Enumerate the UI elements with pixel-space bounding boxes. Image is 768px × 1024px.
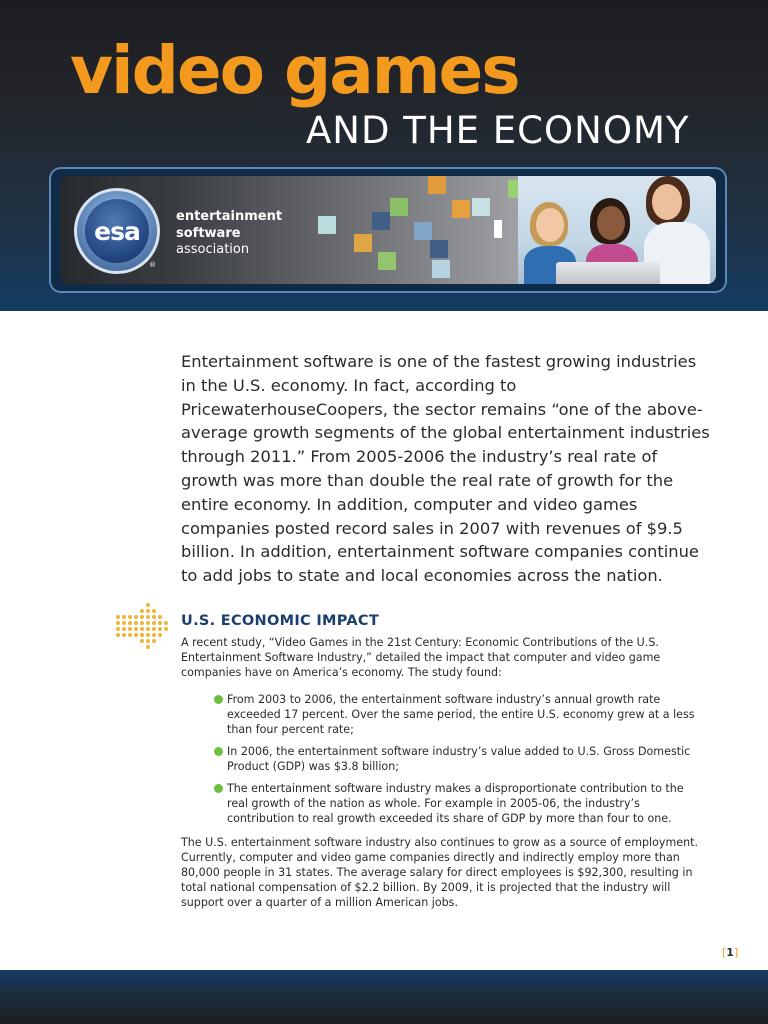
registered-mark: ® xyxy=(149,261,156,269)
organization-name xyxy=(176,209,282,259)
esa-logo-text: esa xyxy=(85,199,149,263)
page-title: video games xyxy=(70,32,519,109)
mosaic-tile xyxy=(354,234,372,252)
mosaic-tile xyxy=(494,220,502,238)
page-bracket-open: [ xyxy=(722,946,727,959)
page-number xyxy=(722,946,738,959)
bullet-dot-icon xyxy=(214,695,223,704)
page-bracket-close: ] xyxy=(733,946,739,959)
laptop xyxy=(556,262,660,284)
mosaic-tile xyxy=(452,200,470,218)
people-photo xyxy=(518,176,716,284)
mosaic-tile xyxy=(318,216,336,234)
mosaic-tile xyxy=(430,240,448,258)
mosaic-tile xyxy=(414,222,432,240)
esa-logo xyxy=(74,188,160,274)
list-item xyxy=(214,781,704,826)
closing-paragraph: The U.S. entertainment software industry also continues to grow as a source of employment. Currently, computer and video game companies directly and indirectly employ more than 80,000 people in 31 states. The average salary for direct employees is $92,300, resulting in total national compensation of $2.2 billion. By 2009, it is projected that the industry will support over a quarter of a million American jobs. xyxy=(181,836,699,909)
esa-banner xyxy=(60,176,716,284)
mosaic-tile xyxy=(472,198,490,216)
findings-list xyxy=(214,692,704,833)
bullet-dot-icon xyxy=(214,747,223,756)
list-item xyxy=(214,692,704,737)
dotted-arrow-icon xyxy=(114,603,174,649)
section-intro: A recent study, “Video Games in the 21st Century: Economic Contributions of the U.S. Entertainment Software Industry,” detailed the impact that computer and video game companies have on America’s economy. The study found: xyxy=(181,636,661,679)
list-item xyxy=(214,744,704,774)
mosaic-tile xyxy=(378,252,396,270)
section-heading: U.S. ECONOMIC IMPACT xyxy=(181,613,380,629)
page-subtitle: AND THE ECONOMY xyxy=(306,109,690,152)
mosaic-tile xyxy=(372,212,390,230)
footer-band xyxy=(0,970,768,1024)
list-item-text: The entertainment software industry makes a disproportionate contribution to the real growth of the nation as whole. For example in 2005-06, the industry’s contribution to real growth exceeded its share of GDP by more than four to one. xyxy=(227,782,684,825)
page-number-value: 1 xyxy=(726,946,734,959)
list-item-text: From 2003 to 2006, the entertainment software industry’s annual growth rate exceeded 17 percent. Over the same period, the entire U.S. economy grew at a less than four percent rate; xyxy=(227,693,695,736)
bullet-dot-icon xyxy=(214,784,223,793)
intro-paragraph: Entertainment software is one of the fastest growing industries in the U.S. economy. In fact, according to PricewaterhouseCoopers, the sector remains “one of the above-average growth segments of the global entertainment industries through 2011.” From 2005-2006 the industry’s real rate of growth was more than double the real rate of growth for the entire economy. In addition, computer and video games companies posted record sales in 2007 with revenues of $9.5 billion. In addition, entertainment software companies continue to add jobs to state and local economies across the nation. xyxy=(181,352,710,586)
mosaic-tile xyxy=(432,260,450,278)
list-item-text: In 2006, the entertainment software industry’s value added to U.S. Gross Domestic Product (GDP) was $3.8 billion; xyxy=(227,745,691,773)
mosaic-tile xyxy=(428,176,446,194)
org-line-2: software xyxy=(176,225,241,241)
org-line-3: association xyxy=(176,242,250,257)
org-line-1: entertainment xyxy=(176,209,283,224)
mosaic-tile xyxy=(390,198,408,216)
